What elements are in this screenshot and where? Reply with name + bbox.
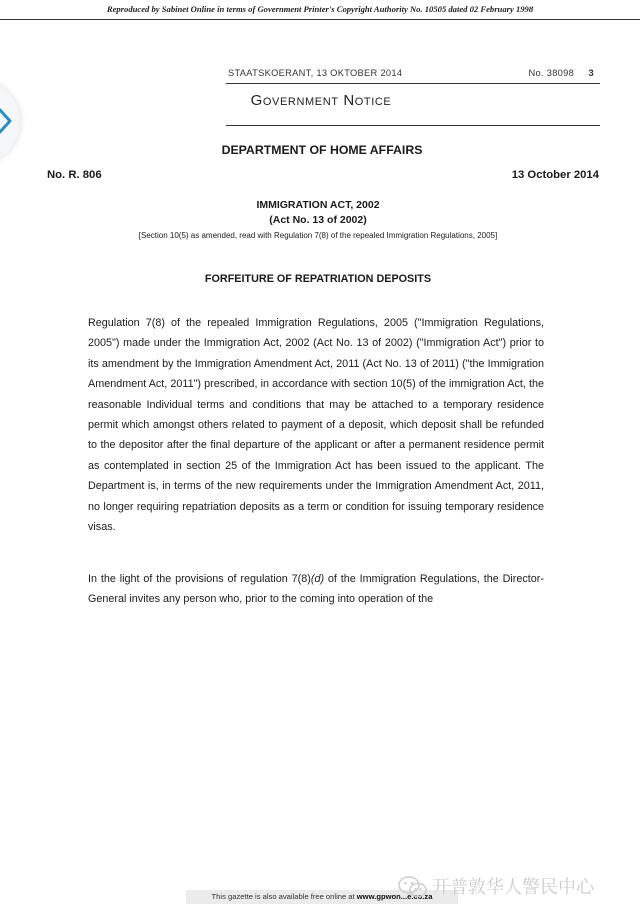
page-number: 3 (588, 68, 594, 78)
body-paragraph-2 (88, 569, 544, 610)
body-paragraph-1: Regulation 7(8) of the repealed Immigration Regulations, 2005 ("Immigration Regulations, 2005") made under the Immigration Act, 2002 (Act No. 13 of 2002) ("Immigration Act") prior to its amendment by the Immigration Amendment Act, 2011 (Act No. 13 of 2011) ("the Immigration Amendment Act, 2011") prescribed, in accordance with section 10(5) of the immigration Act, the reasonable Individual terms and conditions that may be attached to a temporary residence permit which amongst others related to payment of a deposit, which deposit shall be refunded to the depositor after the final departure of the applicant or after a permanent residence permit as contemplated in section 25 of the Immigration Act has been issued to the applicant. The Department is, in terms of the new requirements under the Immigration Amendment Act, 2011, no longer requiring repatriation deposits as a term or condition for issuing temporary residence visas. (88, 317, 544, 534)
watermark-text: 开普敦华人警民中心 (432, 877, 594, 898)
gazette-number: No. 38098 (528, 68, 575, 78)
notice-heading: FORFEITURE OF REPATRIATION DEPOSITS (204, 273, 432, 285)
notice-date: 13 October 2014 (511, 169, 599, 181)
act-reference: [Section 10(5) as amended, read with Regulation 7(8) of the repealed Immigration Regulations, 2005] (138, 231, 498, 240)
act-title: IMMIGRATION ACT, 2002 (256, 199, 380, 211)
notice-number: No. R. 806 (47, 169, 102, 181)
gazette-number-page (528, 68, 594, 78)
header-rule-bottom (226, 125, 600, 126)
header-rule-top (226, 83, 600, 84)
footer-link[interactable]: www.gpwon...e.co.za (356, 892, 433, 901)
paragraph-2-after: of the Immigration Regulations, the Director-General invites any person who, prior to the coming into operation of the (88, 573, 544, 606)
wechat-icon (398, 876, 428, 898)
act-number: (Act No. 13 of 2002) (269, 214, 367, 226)
section-title: Government Notice (250, 92, 392, 109)
reproduction-note: Reproduced by Sabinet Online in terms of Government Printer's Copyright Authority No. 10505 dated 02 February 1998 (106, 4, 534, 14)
gazette-title-date: STAATSKOERANT, 13 OKTOBER 2014 (228, 68, 403, 78)
department-title: DEPARTMENT OF HOME AFFAIRS (221, 143, 423, 157)
chevron-right-icon (0, 108, 12, 134)
paragraph-2-emphasis: (d) (310, 573, 325, 585)
paragraph-2-before: In the light of the provisions of regulation 7(8) (88, 573, 311, 585)
footer-text: This gazette is also available free online at (211, 892, 357, 901)
watermark (398, 872, 634, 900)
